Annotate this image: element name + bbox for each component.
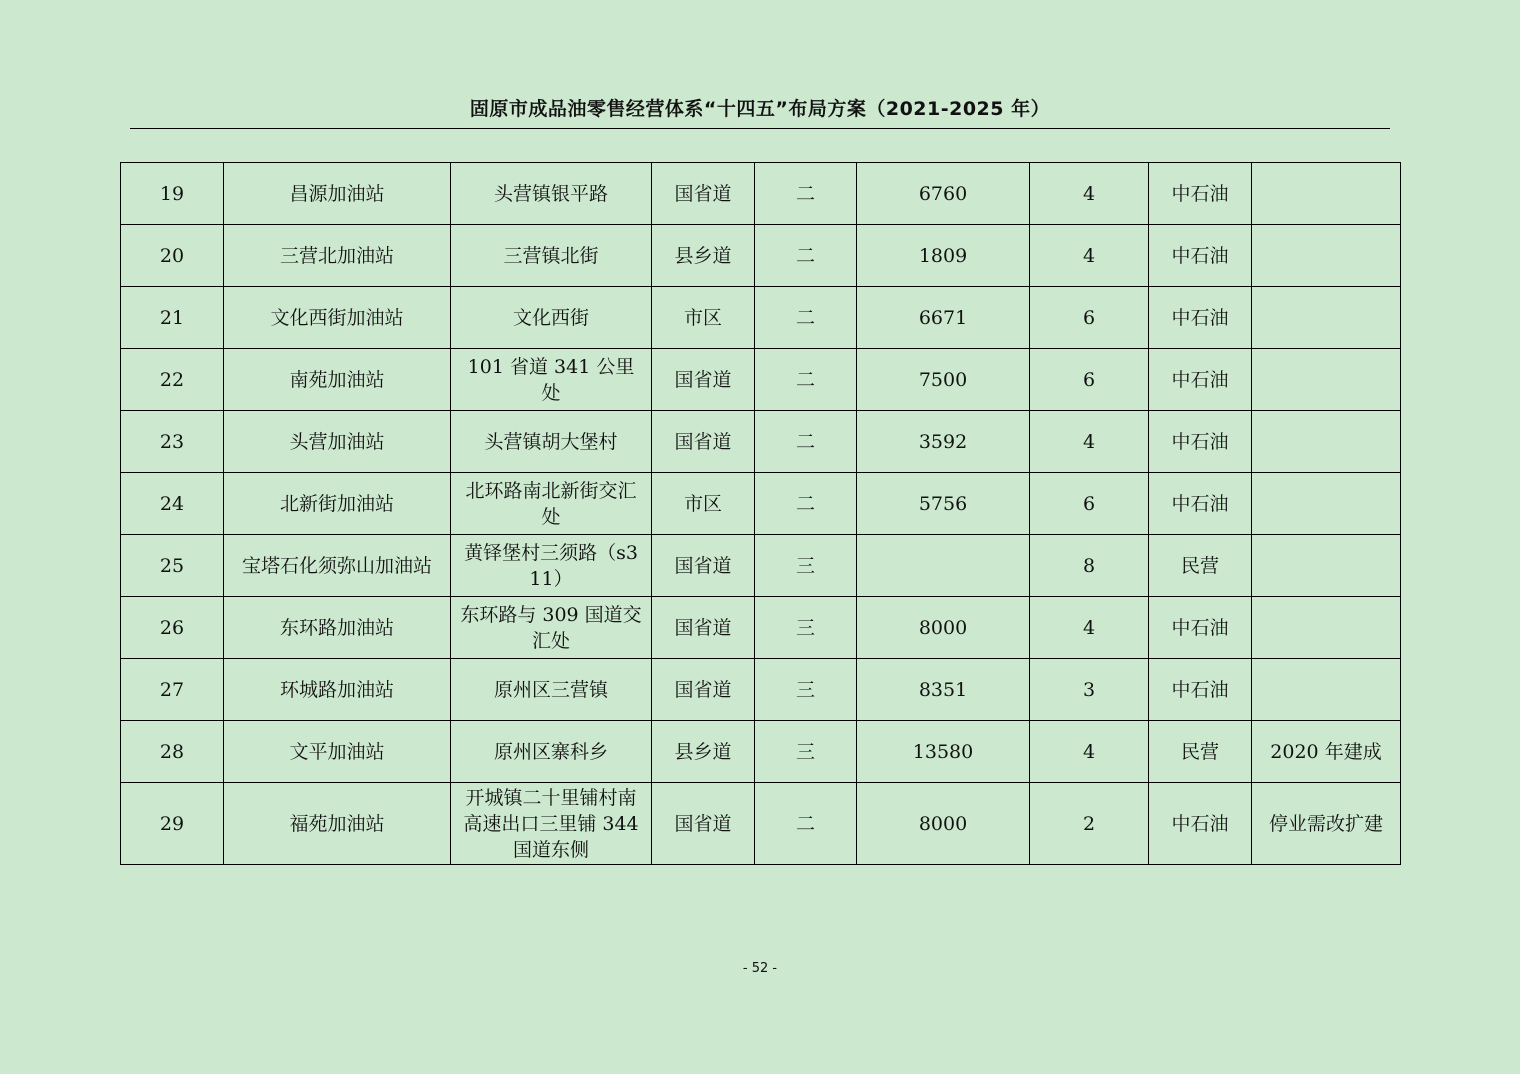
cell-remarks: [1252, 163, 1401, 225]
cell-grade: 二: [755, 473, 857, 535]
table-row: [121, 721, 1401, 783]
cell-road-type: 县乡道: [652, 721, 755, 783]
cell-seq: 29: [121, 783, 224, 865]
cell-station-name: 头营加油站: [224, 411, 451, 473]
cell-grade: 二: [755, 225, 857, 287]
station-table: [120, 162, 1401, 865]
cell-operator: 中石油: [1149, 287, 1252, 349]
cell-seq: 21: [121, 287, 224, 349]
table-body: [121, 163, 1401, 865]
cell-road-type: 国省道: [652, 411, 755, 473]
cell-operator: 中石油: [1149, 163, 1252, 225]
table-row: [121, 349, 1401, 411]
cell-station-name: 宝塔石化须弥山加油站: [224, 535, 451, 597]
cell-operator: 中石油: [1149, 659, 1252, 721]
cell-operator: 中石油: [1149, 473, 1252, 535]
cell-grade: 三: [755, 721, 857, 783]
cell-seq: 27: [121, 659, 224, 721]
cell-fuel-dispensers: 6: [1030, 287, 1149, 349]
cell-address: 黄铎堡村三须路（s311）: [451, 535, 652, 597]
cell-station-name: 南苑加油站: [224, 349, 451, 411]
cell-remarks: [1252, 597, 1401, 659]
cell-remarks: [1252, 225, 1401, 287]
cell-station-name: 文化西街加油站: [224, 287, 451, 349]
cell-seq: 22: [121, 349, 224, 411]
cell-sales-volume: 7500: [857, 349, 1030, 411]
cell-address: 三营镇北街: [451, 225, 652, 287]
cell-station-name: 北新街加油站: [224, 473, 451, 535]
cell-remarks: [1252, 349, 1401, 411]
table-row: [121, 783, 1401, 865]
cell-sales-volume: 5756: [857, 473, 1030, 535]
cell-remarks: [1252, 659, 1401, 721]
cell-address: 101 省道 341 公里处: [451, 349, 652, 411]
cell-station-name: 文平加油站: [224, 721, 451, 783]
cell-address: 开城镇二十里铺村南高速出口三里铺 344 国道东侧: [451, 783, 652, 865]
cell-operator: 中石油: [1149, 225, 1252, 287]
cell-grade: 二: [755, 163, 857, 225]
cell-seq: 24: [121, 473, 224, 535]
cell-sales-volume: 8351: [857, 659, 1030, 721]
header-divider: [130, 128, 1390, 129]
cell-operator: 民营: [1149, 721, 1252, 783]
cell-operator: 中石油: [1149, 783, 1252, 865]
table-row: [121, 287, 1401, 349]
cell-seq: 25: [121, 535, 224, 597]
cell-fuel-dispensers: 2: [1030, 783, 1149, 865]
cell-fuel-dispensers: 6: [1030, 349, 1149, 411]
cell-sales-volume: 6760: [857, 163, 1030, 225]
cell-seq: 19: [121, 163, 224, 225]
cell-road-type: 国省道: [652, 659, 755, 721]
cell-grade: 三: [755, 597, 857, 659]
table-row: [121, 597, 1401, 659]
cell-sales-volume: [857, 535, 1030, 597]
cell-seq: 26: [121, 597, 224, 659]
cell-fuel-dispensers: 4: [1030, 411, 1149, 473]
cell-fuel-dispensers: 3: [1030, 659, 1149, 721]
cell-station-name: 昌源加油站: [224, 163, 451, 225]
cell-seq: 28: [121, 721, 224, 783]
cell-station-name: 东环路加油站: [224, 597, 451, 659]
cell-sales-volume: 8000: [857, 597, 1030, 659]
cell-remarks: [1252, 287, 1401, 349]
table-row: [121, 659, 1401, 721]
cell-address: 原州区寨科乡: [451, 721, 652, 783]
cell-station-name: 三营北加油站: [224, 225, 451, 287]
cell-fuel-dispensers: 8: [1030, 535, 1149, 597]
cell-road-type: 县乡道: [652, 225, 755, 287]
cell-grade: 三: [755, 535, 857, 597]
cell-remarks: 停业需改扩建: [1252, 783, 1401, 865]
cell-station-name: 福苑加油站: [224, 783, 451, 865]
table-row: [121, 473, 1401, 535]
cell-road-type: 国省道: [652, 783, 755, 865]
cell-sales-volume: 13580: [857, 721, 1030, 783]
cell-station-name: 环城路加油站: [224, 659, 451, 721]
cell-grade: 二: [755, 287, 857, 349]
cell-seq: 23: [121, 411, 224, 473]
cell-fuel-dispensers: 4: [1030, 721, 1149, 783]
table-row: [121, 163, 1401, 225]
cell-grade: 三: [755, 659, 857, 721]
cell-fuel-dispensers: 4: [1030, 597, 1149, 659]
cell-address: 头营镇银平路: [451, 163, 652, 225]
cell-seq: 20: [121, 225, 224, 287]
cell-sales-volume: 6671: [857, 287, 1030, 349]
cell-remarks: [1252, 473, 1401, 535]
cell-sales-volume: 3592: [857, 411, 1030, 473]
cell-sales-volume: 1809: [857, 225, 1030, 287]
cell-operator: 中石油: [1149, 597, 1252, 659]
cell-road-type: 国省道: [652, 349, 755, 411]
cell-remarks: [1252, 535, 1401, 597]
cell-road-type: 国省道: [652, 163, 755, 225]
cell-operator: 中石油: [1149, 411, 1252, 473]
cell-grade: 二: [755, 411, 857, 473]
cell-address: 北环路南北新街交汇处: [451, 473, 652, 535]
cell-address: 文化西街: [451, 287, 652, 349]
cell-operator: 民营: [1149, 535, 1252, 597]
cell-fuel-dispensers: 4: [1030, 225, 1149, 287]
cell-road-type: 市区: [652, 473, 755, 535]
cell-address: 头营镇胡大堡村: [451, 411, 652, 473]
table-row: [121, 225, 1401, 287]
page-number: - 52 -: [742, 961, 778, 976]
cell-address: 原州区三营镇: [451, 659, 652, 721]
cell-road-type: 市区: [652, 287, 755, 349]
cell-grade: 二: [755, 349, 857, 411]
cell-sales-volume: 8000: [857, 783, 1030, 865]
cell-address: 东环路与 309 国道交汇处: [451, 597, 652, 659]
table-row: [121, 411, 1401, 473]
page-title: 固原市成品油零售经营体系“十四五”布局方案（2021-2025 年）: [469, 98, 1051, 120]
cell-road-type: 国省道: [652, 535, 755, 597]
cell-fuel-dispensers: 6: [1030, 473, 1149, 535]
table-row: [121, 535, 1401, 597]
cell-fuel-dispensers: 4: [1030, 163, 1149, 225]
cell-grade: 二: [755, 783, 857, 865]
cell-road-type: 国省道: [652, 597, 755, 659]
cell-remarks: 2020 年建成: [1252, 721, 1401, 783]
cell-operator: 中石油: [1149, 349, 1252, 411]
cell-remarks: [1252, 411, 1401, 473]
